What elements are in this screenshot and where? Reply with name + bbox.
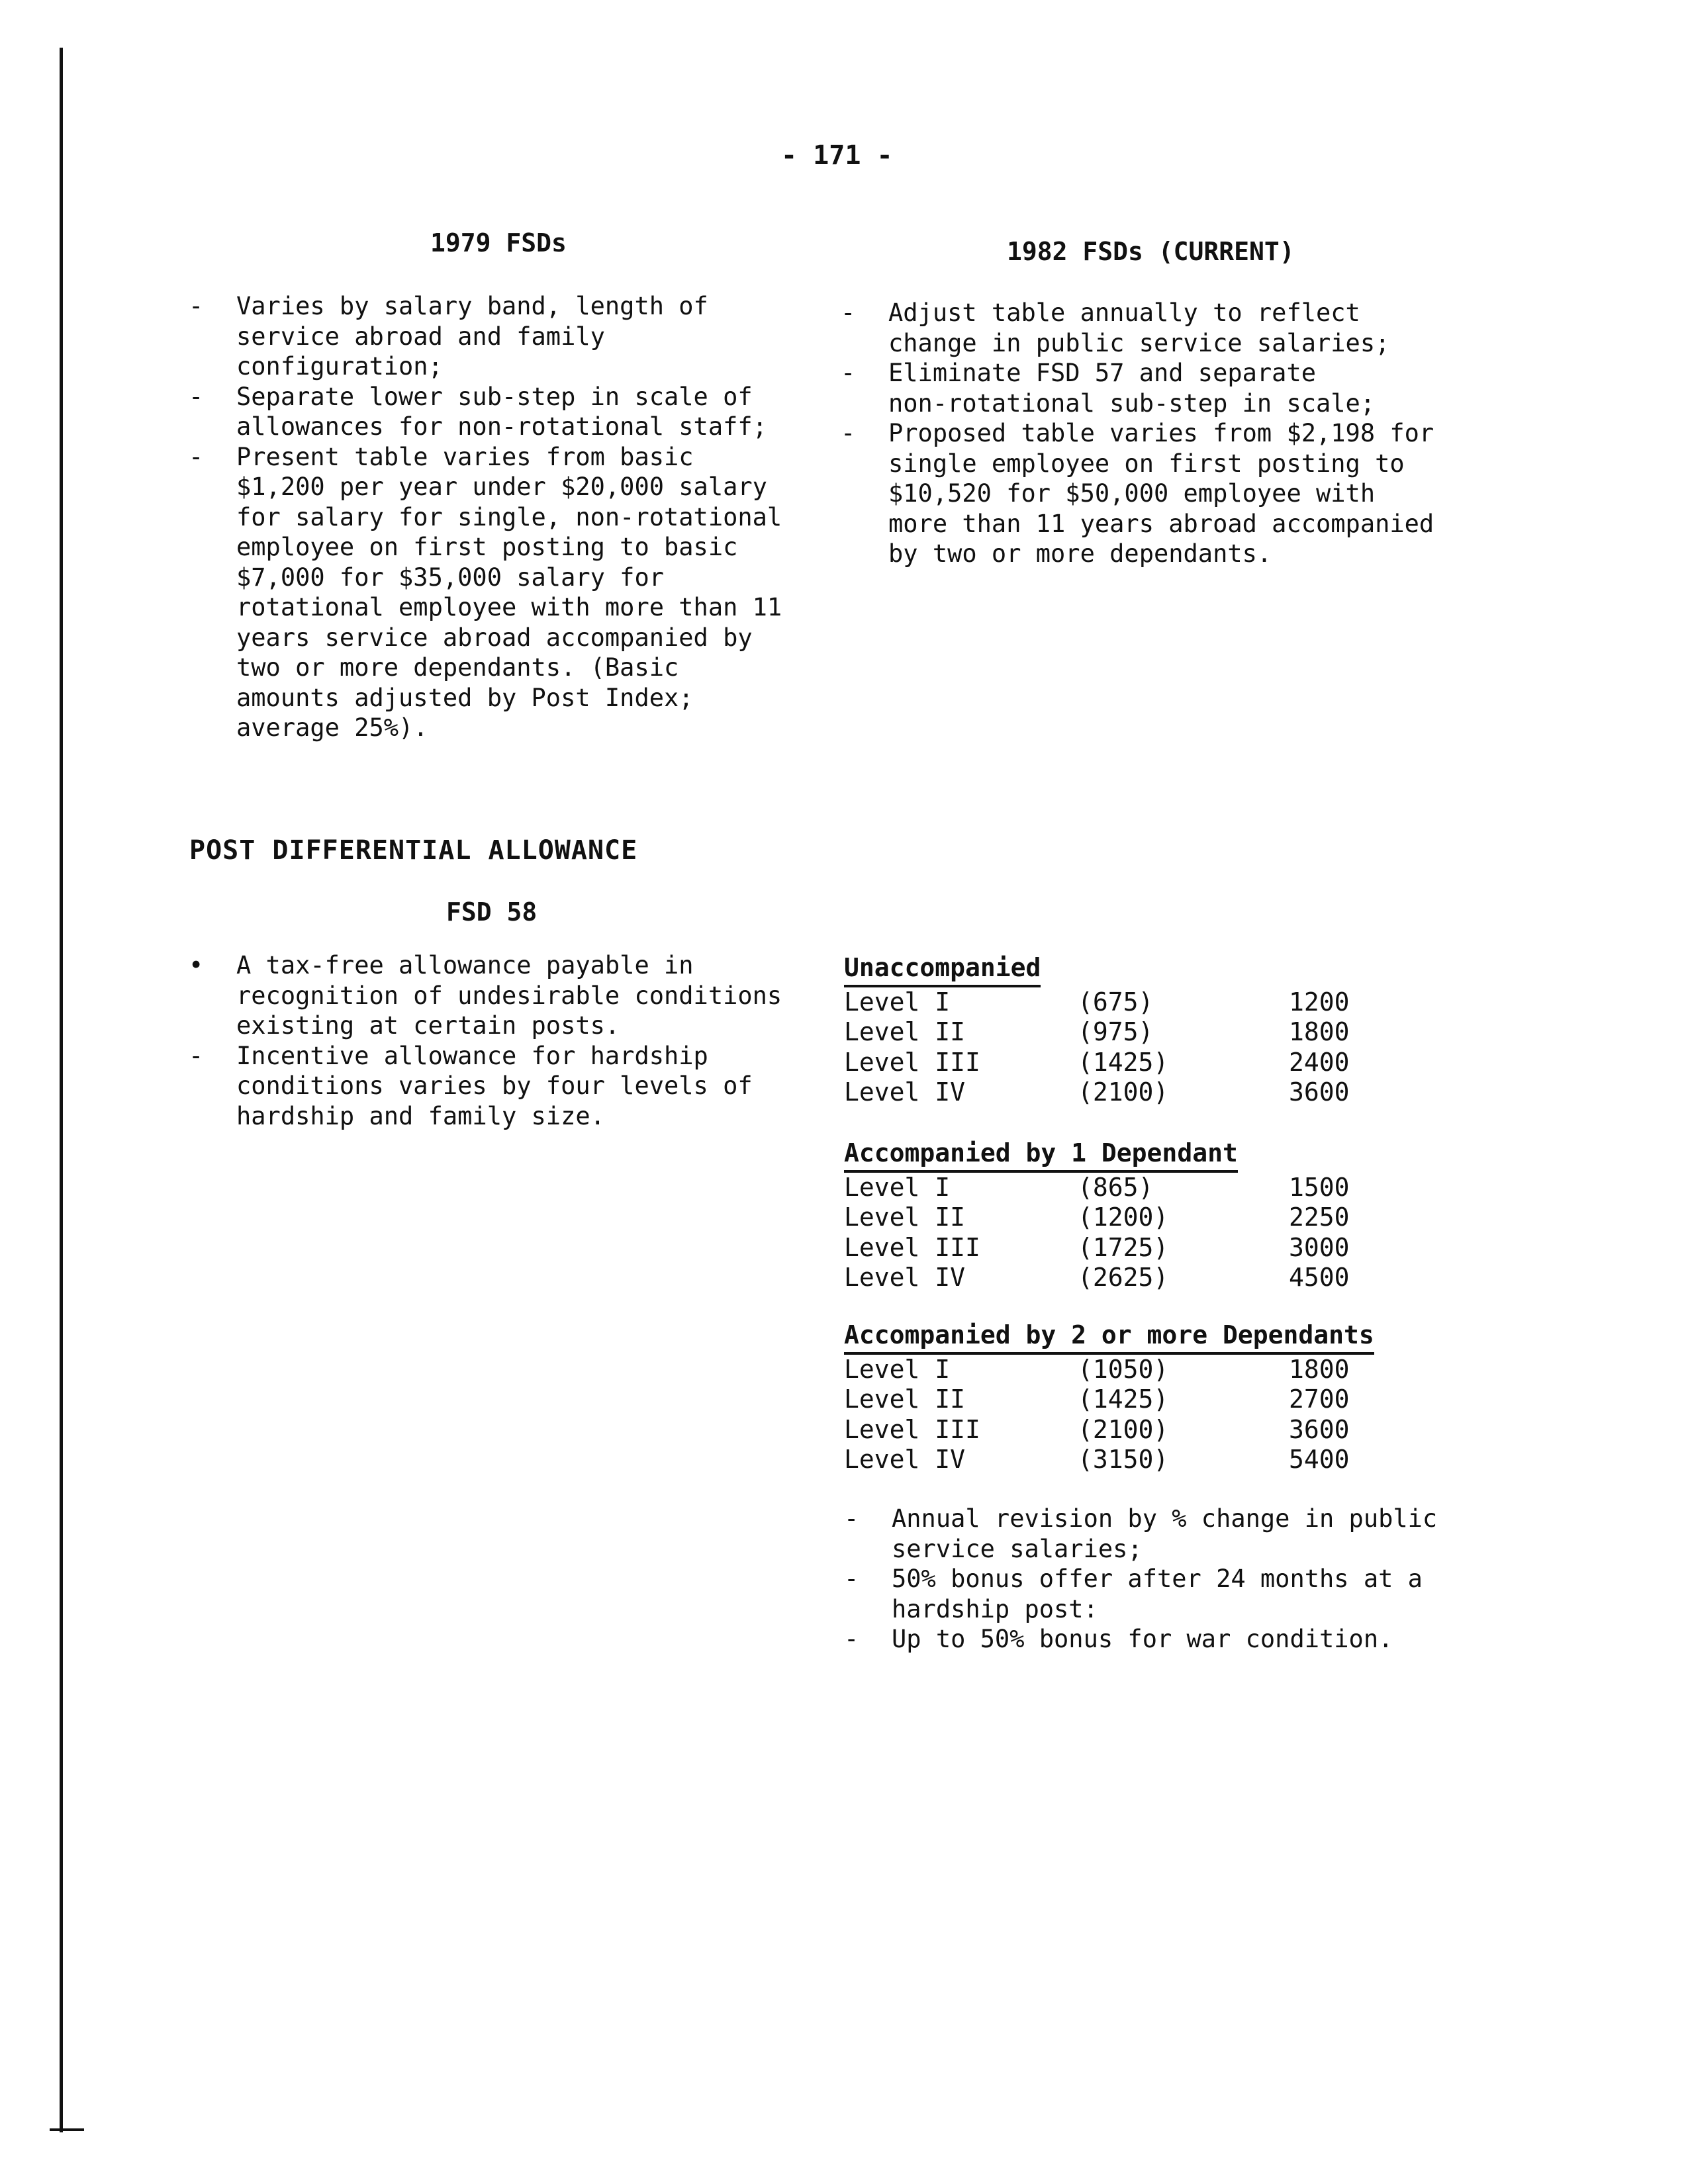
- old-rate-cell: (1200): [1078, 1203, 1169, 1232]
- old-rate-cell: (865): [1078, 1172, 1154, 1202]
- old-rate-cell: (2625): [1078, 1263, 1169, 1292]
- list-item-text: Up to 50% bonus for war condition.: [892, 1625, 1393, 1653]
- level-cell: Level I: [844, 1354, 951, 1384]
- level-cell: Level III: [844, 1047, 980, 1077]
- level-cell: Level III: [844, 1414, 980, 1444]
- table-row: [844, 1232, 1350, 1263]
- level-cell: Level II: [844, 1017, 966, 1046]
- level-cell: Level I: [844, 1172, 951, 1202]
- new-rate-cell: 5400: [1289, 1445, 1350, 1474]
- right-column-list: [841, 298, 1503, 569]
- table-row: [844, 1445, 1374, 1475]
- list-item: [844, 1504, 1506, 1564]
- list-item-text: Adjust table annually to reflect change in public service salaries;: [888, 298, 1390, 357]
- level-cell: Level II: [844, 1385, 966, 1414]
- list-marker: -: [189, 382, 204, 411]
- table-row: [844, 1263, 1350, 1293]
- two-plus-dependants-table: [844, 1320, 1374, 1475]
- level-cell: Level IV: [844, 1077, 966, 1107]
- table-heading: Accompanied by 2 or more Dependants: [844, 1320, 1374, 1355]
- level-cell: Level I: [844, 987, 951, 1017]
- new-rate-cell: 1500: [1289, 1172, 1350, 1202]
- section-subtitle: FSD 58: [446, 897, 538, 927]
- list-item-text: Proposed table varies from $2,198 for single employee on first posting to $10,520 for $50,000 employee with more than 11 years abroad accompanied by two or more dependants.: [888, 419, 1434, 568]
- list-marker: -: [844, 1565, 859, 1593]
- table-row: [844, 1017, 1350, 1048]
- table-row: [844, 1172, 1350, 1203]
- list-item: [189, 950, 824, 1041]
- level-cell: Level III: [844, 1232, 980, 1262]
- left-column-list: [189, 291, 824, 743]
- old-rate-cell: (675): [1078, 987, 1154, 1017]
- list-marker: -: [841, 359, 856, 387]
- list-item-text: Incentive allowance for hardship conditions varies by four levels of hardship and family size.: [236, 1041, 753, 1130]
- list-item-text: Varies by salary band, length of service abroad and family configuration;: [236, 292, 708, 381]
- old-rate-cell: (3150): [1078, 1445, 1169, 1474]
- section-title: POST DIFFERENTIAL ALLOWANCE: [189, 835, 638, 866]
- new-rate-cell: 2700: [1289, 1385, 1350, 1414]
- table-row: [844, 1077, 1350, 1108]
- list-item: [189, 1041, 824, 1132]
- new-rate-cell: 2250: [1289, 1203, 1350, 1232]
- table-heading: Unaccompanied: [844, 953, 1041, 987]
- list-marker: -: [189, 292, 204, 320]
- list-item: [841, 418, 1503, 569]
- list-item: [841, 298, 1503, 358]
- list-item: [189, 442, 824, 743]
- new-rate-cell: 1800: [1289, 1354, 1350, 1384]
- bullet-marker: •: [189, 951, 204, 979]
- page-number: - 171 -: [781, 140, 893, 171]
- binding-line: [60, 48, 63, 2132]
- list-marker: -: [841, 419, 856, 447]
- old-rate-cell: (1425): [1078, 1385, 1169, 1414]
- table-row: [844, 1047, 1350, 1078]
- list-item: [844, 1564, 1506, 1624]
- list-item: [189, 382, 824, 442]
- list-item: [841, 358, 1503, 418]
- list-item-text: Separate lower sub-step in scale of allowances for non-rotational staff;: [236, 382, 767, 441]
- old-rate-cell: (1425): [1078, 1047, 1169, 1077]
- binding-line-foot: [50, 2128, 84, 2131]
- table-row: [844, 1355, 1374, 1385]
- level-cell: Level IV: [844, 1263, 966, 1292]
- list-marker: -: [844, 1504, 859, 1533]
- table-row: [844, 1203, 1350, 1233]
- list-item: [844, 1624, 1506, 1655]
- old-rate-cell: (1050): [1078, 1354, 1169, 1384]
- list-marker: -: [189, 1041, 204, 1070]
- new-rate-cell: 3600: [1289, 1077, 1350, 1107]
- old-rate-cell: (975): [1078, 1017, 1154, 1046]
- list-item: [189, 291, 824, 382]
- new-rate-cell: 1800: [1289, 1017, 1350, 1046]
- list-item-text: 50% bonus offer after 24 months at a hardship post:: [892, 1565, 1423, 1623]
- new-rate-cell: 3600: [1289, 1414, 1350, 1444]
- old-rate-cell: (2100): [1078, 1077, 1169, 1107]
- table-row: [844, 987, 1350, 1018]
- table-heading: Accompanied by 1 Dependant: [844, 1138, 1238, 1173]
- level-cell: Level IV: [844, 1445, 966, 1474]
- post-differential-notes: [844, 1504, 1506, 1655]
- list-item-text: A tax-free allowance payable in recognition of undesirable conditions existing at certain posts.: [236, 951, 782, 1040]
- level-cell: Level II: [844, 1203, 966, 1232]
- list-item-text: Annual revision by % change in public service salaries;: [892, 1504, 1438, 1563]
- new-rate-cell: 4500: [1289, 1263, 1350, 1292]
- list-item-text: Eliminate FSD 57 and separate non-rotational sub-step in scale;: [888, 359, 1376, 418]
- table-row: [844, 1415, 1374, 1445]
- list-item-text: Present table varies from basic $1,200 per year under $20,000 salary for salary for single, non-rotational employee on first posting to basic $7,000 for $35,000 salary for rotational employee with more than 11 years service abroad accompanied by two or more dependants. (Basic amounts adjusted by Post Index; average 25%).: [236, 442, 782, 742]
- one-dependant-table: [844, 1138, 1350, 1293]
- new-rate-cell: 1200: [1289, 987, 1350, 1017]
- list-marker: -: [841, 298, 856, 327]
- table-row: [844, 1385, 1374, 1415]
- old-rate-cell: (1725): [1078, 1232, 1169, 1262]
- right-column-heading: 1982 FSDs (CURRENT): [1007, 237, 1295, 266]
- new-rate-cell: 2400: [1289, 1047, 1350, 1077]
- old-rate-cell: (2100): [1078, 1414, 1169, 1444]
- post-differential-list: [189, 950, 824, 1131]
- new-rate-cell: 3000: [1289, 1232, 1350, 1262]
- list-marker: -: [844, 1625, 859, 1653]
- unaccompanied-table: [844, 953, 1350, 1108]
- list-marker: -: [189, 442, 204, 471]
- left-column-heading: 1979 FSDs: [430, 228, 567, 257]
